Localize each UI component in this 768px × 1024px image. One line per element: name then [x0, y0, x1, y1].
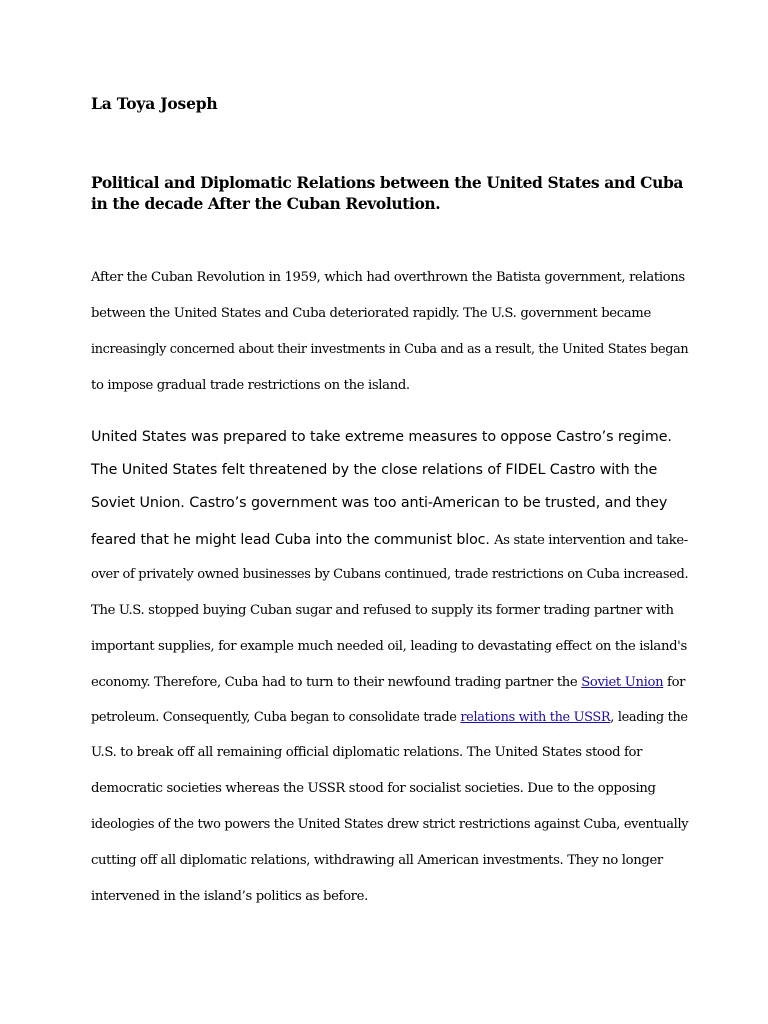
text-segment: economy. Therefore, Cuba had to turn to their newfound trading partner the [91, 675, 582, 690]
text-line: U.S. to break off all remaining official diplomatic relations. The United States stood for [91, 745, 643, 760]
text-line: between the United States and Cuba deteriorated rapidly. The U.S. government became [91, 306, 651, 321]
text-line [91, 531, 688, 549]
text-segment: feared that he might lead Cuba into the communist bloc. [91, 532, 495, 548]
text-segment: As state intervention and take- [494, 533, 688, 548]
text-line: ideologies of the two powers the United States drew strict restrictions against Cuba, eventually [91, 817, 689, 832]
text-line: Soviet Union. Castro’s government was too anti-American to be trusted, and they [91, 495, 668, 511]
document-title: Political and Diplomatic Relations between the United States and Cuba in the decade After the Cuban Revolution. [91, 173, 684, 213]
text-line: intervened in the island’s politics as before. [91, 889, 368, 904]
text-line: democratic societies whereas the USSR stood for socialist societies. Due to the opposing [91, 781, 656, 796]
text-line [91, 675, 685, 690]
text-segment: for [663, 675, 686, 690]
text-segment: petroleum. Consequently, Cuba began to consolidate trade [91, 710, 461, 725]
text-line: After the Cuban Revolution in 1959, which had overthrown the Batista government, relations [91, 270, 685, 285]
text-line: important supplies, for example much needed oil, leading to devastating effect on the island's [91, 639, 687, 654]
text-line: cutting off all diplomatic relations, withdrawing all American investments. They no longer [91, 853, 663, 868]
text-line: The U.S. stopped buying Cuban sugar and refused to supply its former trading partner with [91, 603, 674, 618]
author-name: La Toya Joseph [91, 94, 218, 113]
text-line: over of privately owned businesses by Cubans continued, trade restrictions on Cuba increased. [91, 567, 689, 582]
text-line: increasingly concerned about their investments in Cuba and as a result, the United States began [91, 342, 689, 357]
text-line: United States was prepared to take extreme measures to oppose Castro’s regime. [91, 429, 672, 445]
text-line [91, 710, 688, 725]
text-line: to impose gradual trade restrictions on the island. [91, 378, 410, 393]
relations-with-ussr-link[interactable]: relations with the USSR [460, 710, 611, 725]
soviet-union-link[interactable]: Soviet Union [581, 675, 664, 690]
text-line: The United States felt threatened by the close relations of FIDEL Castro with the [91, 462, 658, 478]
text-segment: , leading the [610, 710, 688, 725]
